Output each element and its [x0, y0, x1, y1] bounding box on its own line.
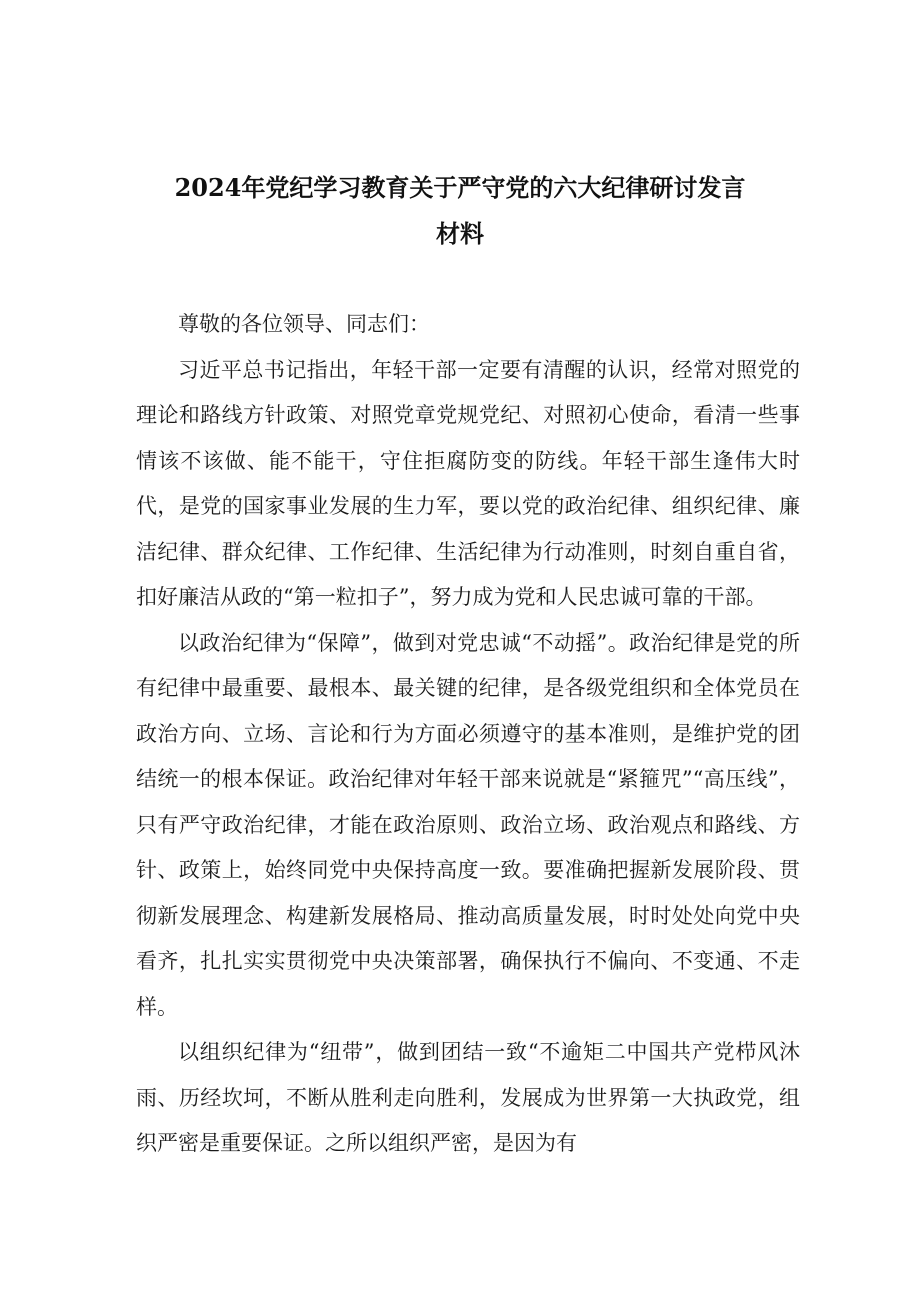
- paragraph-political-discipline: 以政治纪律为“保障”，做到对党忠诚“不动摇”。政治纪律是党的所有纪律中最重要、最根本、最关键的纪律，是各级党组织和全体党员在政治方向、立场、言论和行为方面必须遵守的基本准则，是维护党的团结统一的根本保证。政治纪律对年轻干部来说就是“紧箍咒”“高压线”，只有严守政治纪律，才能在政治原则、政治立场、政治观点和路线、方针、政策上，始终同党中央保持高度一致。要准确把握新发展阶段、贯彻新发展理念、构建新发展格局、推动高质量发展，时时处处向党中央看齐，扎扎实实贯彻党中央决策部署，确保执行不偏向、不变通、不走样。: [136, 630, 800, 1019]
- document-title: 2024年党纪学习教育关于严守党的六大纪律研讨发言: [174, 173, 746, 202]
- paragraph-intro: 习近平总书记指出，年轻干部一定要有清醒的认识，经常对照党的理论和路线方针政策、对照党章党规党纪、对照初心使命，看清一些事情该不该做、能不能干，守住拒腐防变的防线。年轻干部生逢伟大时代，是党的国家事业发展的生力军，要以党的政治纪律、组织纪律、廉洁纪律、群众纪律、工作纪律、生活纪律为行动准则，时刻自重自省，扣好廉洁从政的“第一粒扣子”，努力成为党和人民忠诚可靠的干部。: [136, 357, 800, 609]
- greeting: 尊敬的各位领导、同志们：: [178, 312, 430, 336]
- document-title-continued: 材料: [436, 219, 484, 248]
- document-body: [136, 302, 800, 1167]
- paragraph-organizational-discipline: 以组织纪律为“纽带”，做到团结一致“不逾矩二中国共产党栉风沐雨、历经坎坷，不断从胜利走向胜利，发展成为世界第一大执政党，组织严密是重要保证。之所以组织严密，是因为有: [136, 1040, 800, 1155]
